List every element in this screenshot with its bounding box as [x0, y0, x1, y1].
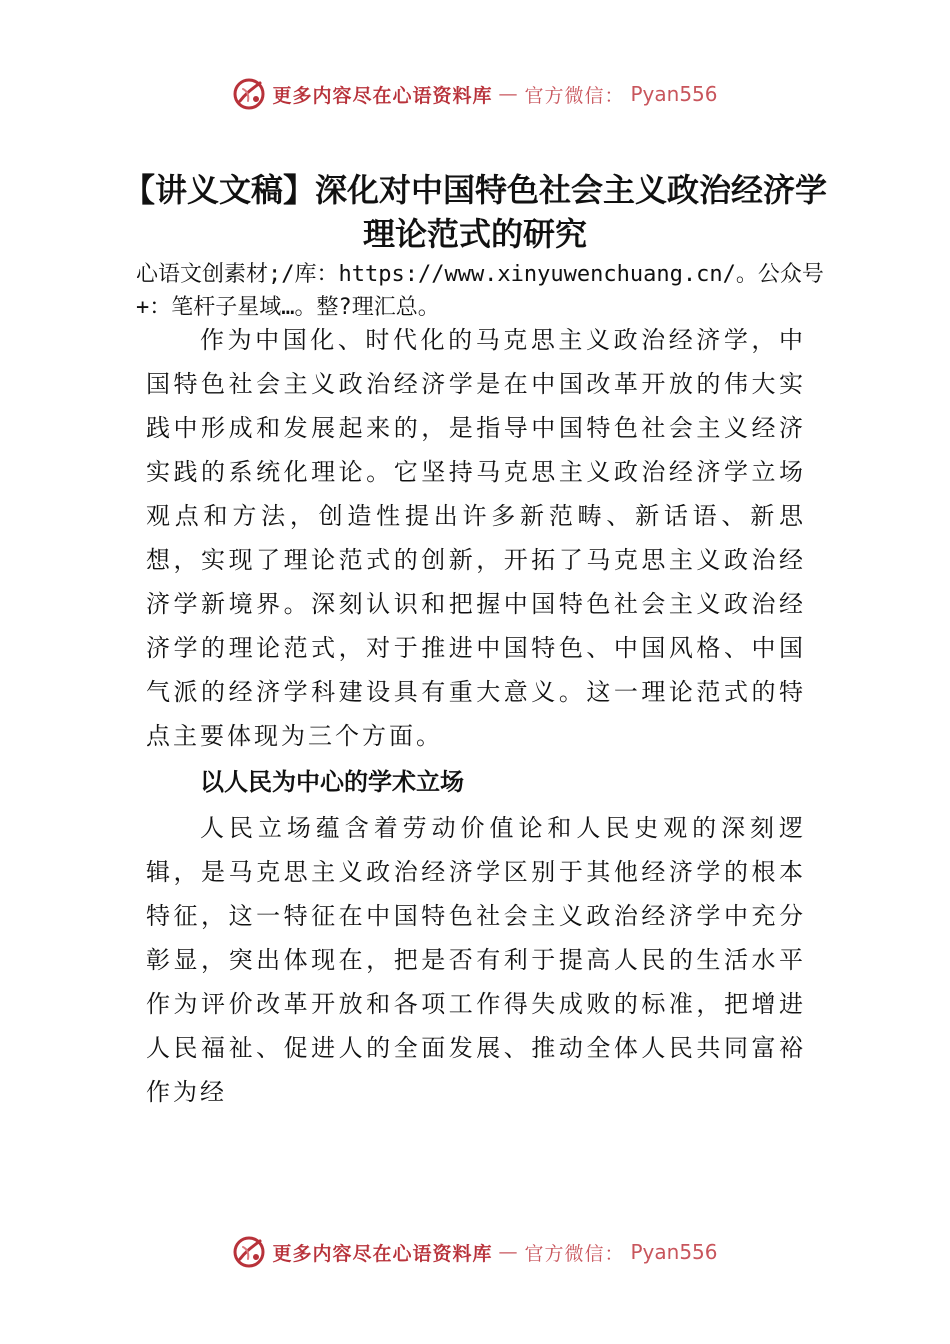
banner-main-text: 更多内容尽在心语资料库 [272, 1242, 493, 1265]
banner-wechat-id: Pyan556 [630, 1240, 718, 1264]
banner-main-text: 更多内容尽在心语资料库 [272, 84, 493, 107]
banner-separator: — [498, 1241, 519, 1263]
header-banner [0, 74, 950, 114]
banner-wechat-label: 官方微信： [524, 1242, 625, 1265]
brush-seal-logo-icon [232, 1235, 266, 1269]
paragraph-1: 作为中国化、时代化的马克思主义政治经济学，中国特色社会主义政治经济学是在中国改革开放的伟大实践中形成和发展起来的，是指导中国特色社会主义经济实践的系统化理论。它坚持马克思主义政治经济学立场观点和方法，创造性提出许多新范畴、新话语、新思想，实现了理论范式的创新，开拓了马克思主义政治经济学新境界。深刻认识和把握中国特色社会主义政治经济学的理论范式，对于推进中国特色、中国风格、中国气派的经济学科建设具有重大意义。这一理论范式的特点主要体现为三个方面。 [146, 326, 806, 750]
brush-seal-logo-icon [232, 77, 266, 111]
banner-wechat-label: 官方微信： [524, 84, 625, 107]
section-heading: 以人民为中心的学术立场 [200, 768, 464, 796]
source-line: 心语文创素材;/库：https://www.xinyuwenchuang.cn/。公众号+：笔杆子星域…。整?理汇总。 [136, 262, 824, 320]
document-title: 【讲义文稿】深化对中国特色社会主义政治经济学理论范式的研究 [122, 171, 827, 253]
footer-banner [0, 1232, 950, 1272]
banner-wechat-id: Pyan556 [630, 82, 718, 106]
paragraph-2: 人民立场蕴含着劳动价值论和人民史观的深刻逻辑，是马克思主义政治经济学区别于其他经济学的根本特征，这一特征在中国特色社会主义政治经济学中充分彰显，突出体现在，把是否有利于提高人民的生活水平作为评价改革开放和各项工作得失成败的标准，把增进人民福祉、促进人的全面发展、推动全体人民共同富裕作为经 [146, 814, 806, 1106]
banner-separator: — [498, 83, 519, 105]
